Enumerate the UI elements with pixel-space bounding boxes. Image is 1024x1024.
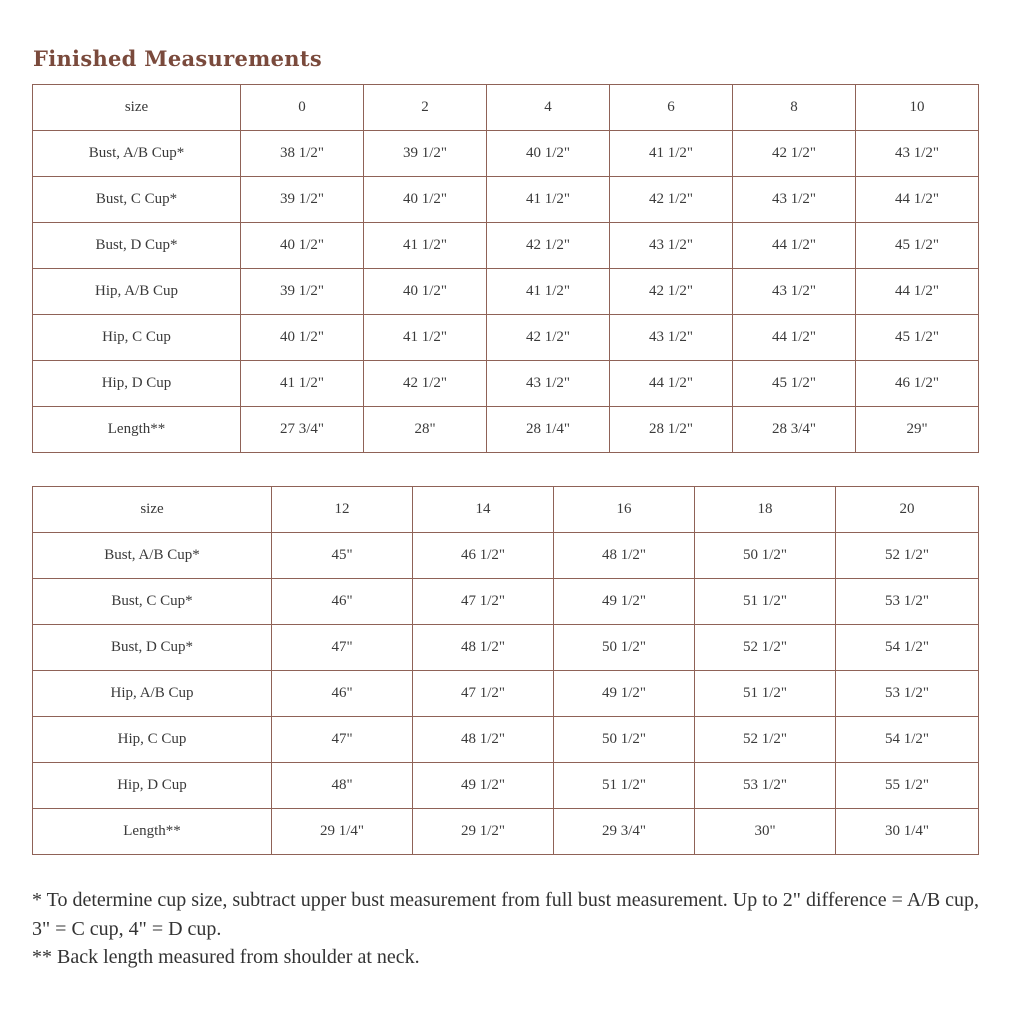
measurement-value: 53 1/2" (695, 763, 836, 809)
measurement-value: 42 1/2" (487, 315, 610, 361)
measurement-value: 28 3/4" (733, 407, 856, 453)
size-header-cell: 0 (241, 85, 364, 131)
table-header-row (33, 85, 979, 131)
measurement-value: 40 1/2" (364, 177, 487, 223)
size-header-cell: 10 (856, 85, 979, 131)
measurement-value: 48 1/2" (413, 625, 554, 671)
footnote-cup-size: * To determine cup size, subtract upper bust measurement from full bust measurement. Up to 2" difference = A/B cup, 3" = C cup, 4" = D cup. (32, 889, 980, 940)
measurement-value: 44 1/2" (856, 177, 979, 223)
measurement-value: 45" (272, 533, 413, 579)
measurement-value: 39 1/2" (364, 131, 487, 177)
measurement-value: 41 1/2" (487, 177, 610, 223)
measurement-value: 42 1/2" (364, 361, 487, 407)
size-header-cell: 16 (554, 487, 695, 533)
measurement-value: 41 1/2" (364, 315, 487, 361)
measurement-value: 43 1/2" (487, 361, 610, 407)
table-row (33, 269, 979, 315)
measurement-label: Hip, A/B Cup (33, 671, 272, 717)
size-header-cell: 4 (487, 85, 610, 131)
measurement-value: 28 1/2" (610, 407, 733, 453)
measurement-value: 46" (272, 579, 413, 625)
measurement-value: 45 1/2" (733, 361, 856, 407)
size-header-cell: 12 (272, 487, 413, 533)
footnote-back-length: ** Back length measured from shoulder at neck. (32, 946, 420, 968)
measurement-label: Length** (33, 407, 241, 453)
measurement-value: 49 1/2" (554, 579, 695, 625)
measurement-label: Hip, A/B Cup (33, 269, 241, 315)
measurement-value: 50 1/2" (695, 533, 836, 579)
table-row (33, 407, 979, 453)
measurement-value: 47 1/2" (413, 579, 554, 625)
measurement-value: 44 1/2" (733, 223, 856, 269)
table-row (33, 131, 979, 177)
measurement-value: 45 1/2" (856, 223, 979, 269)
measurement-value: 45 1/2" (856, 315, 979, 361)
table-header-row (33, 487, 979, 533)
measurement-value: 51 1/2" (695, 671, 836, 717)
measurements-table-sizes-12-20 (32, 486, 979, 855)
size-header-cell: 6 (610, 85, 733, 131)
measurement-value: 40 1/2" (364, 269, 487, 315)
measurement-value: 30 1/4" (836, 809, 979, 855)
measurement-value: 54 1/2" (836, 625, 979, 671)
measurement-label: Length** (33, 809, 272, 855)
measurement-value: 42 1/2" (610, 269, 733, 315)
size-header-cell: 20 (836, 487, 979, 533)
measurement-value: 50 1/2" (554, 717, 695, 763)
measurement-value: 47" (272, 625, 413, 671)
measurement-value: 51 1/2" (695, 579, 836, 625)
table-row (33, 361, 979, 407)
measurement-value: 30" (695, 809, 836, 855)
table-row (33, 223, 979, 269)
measurement-value: 47" (272, 717, 413, 763)
measurement-value: 40 1/2" (487, 131, 610, 177)
footnotes (32, 886, 992, 972)
measurement-label: Hip, C Cup (33, 717, 272, 763)
measurement-value: 53 1/2" (836, 671, 979, 717)
measurement-value: 41 1/2" (487, 269, 610, 315)
measurement-label: Bust, C Cup* (33, 177, 241, 223)
measurement-value: 29 1/4" (272, 809, 413, 855)
measurement-value: 38 1/2" (241, 131, 364, 177)
measurement-label: Bust, A/B Cup* (33, 533, 272, 579)
measurement-value: 28" (364, 407, 487, 453)
table-row (33, 671, 979, 717)
measurement-value: 42 1/2" (487, 223, 610, 269)
measurement-value: 43 1/2" (733, 177, 856, 223)
measurement-value: 40 1/2" (241, 315, 364, 361)
measurement-value: 29" (856, 407, 979, 453)
measurement-value: 27 3/4" (241, 407, 364, 453)
measurement-value: 50 1/2" (554, 625, 695, 671)
table-row (33, 625, 979, 671)
measurement-value: 44 1/2" (610, 361, 733, 407)
table-row (33, 809, 979, 855)
measurement-value: 46 1/2" (413, 533, 554, 579)
measurement-value: 41 1/2" (610, 131, 733, 177)
measurement-value: 53 1/2" (836, 579, 979, 625)
measurement-label: Hip, D Cup (33, 361, 241, 407)
measurement-value: 47 1/2" (413, 671, 554, 717)
size-header-cell: 18 (695, 487, 836, 533)
measurement-label: Bust, D Cup* (33, 625, 272, 671)
size-header-cell: 2 (364, 85, 487, 131)
measurement-value: 46" (272, 671, 413, 717)
measurement-value: 28 1/4" (487, 407, 610, 453)
measurement-value: 42 1/2" (610, 177, 733, 223)
page-title: Finished Measurements (33, 46, 322, 71)
size-header-cell: 8 (733, 85, 856, 131)
measurement-value: 40 1/2" (241, 223, 364, 269)
measurement-value: 43 1/2" (733, 269, 856, 315)
measurement-value: 52 1/2" (695, 625, 836, 671)
measurement-value: 39 1/2" (241, 269, 364, 315)
table-row (33, 177, 979, 223)
measurement-value: 52 1/2" (695, 717, 836, 763)
measurement-value: 29 3/4" (554, 809, 695, 855)
measurement-value: 41 1/2" (241, 361, 364, 407)
measurement-label: Hip, D Cup (33, 763, 272, 809)
measurement-value: 42 1/2" (733, 131, 856, 177)
measurement-value: 52 1/2" (836, 533, 979, 579)
measurement-label: Hip, C Cup (33, 315, 241, 361)
table-row (33, 315, 979, 361)
measurement-value: 46 1/2" (856, 361, 979, 407)
measurement-value: 43 1/2" (856, 131, 979, 177)
measurement-value: 29 1/2" (413, 809, 554, 855)
measurement-value: 55 1/2" (836, 763, 979, 809)
measurement-label: Bust, D Cup* (33, 223, 241, 269)
size-header-cell: 14 (413, 487, 554, 533)
measurement-value: 44 1/2" (733, 315, 856, 361)
measurement-value: 54 1/2" (836, 717, 979, 763)
size-header-label: size (33, 85, 241, 131)
measurement-value: 49 1/2" (413, 763, 554, 809)
measurement-label: Bust, A/B Cup* (33, 131, 241, 177)
table-row (33, 533, 979, 579)
measurement-label: Bust, C Cup* (33, 579, 272, 625)
measurement-value: 43 1/2" (610, 315, 733, 361)
measurement-value: 48 1/2" (413, 717, 554, 763)
measurement-value: 44 1/2" (856, 269, 979, 315)
table-row (33, 763, 979, 809)
measurement-value: 49 1/2" (554, 671, 695, 717)
measurement-value: 39 1/2" (241, 177, 364, 223)
measurements-table-sizes-0-10 (32, 84, 979, 453)
measurement-value: 51 1/2" (554, 763, 695, 809)
measurement-value: 48" (272, 763, 413, 809)
measurement-value: 43 1/2" (610, 223, 733, 269)
table-row (33, 579, 979, 625)
table-row (33, 717, 979, 763)
size-header-label: size (33, 487, 272, 533)
measurement-value: 41 1/2" (364, 223, 487, 269)
measurement-value: 48 1/2" (554, 533, 695, 579)
